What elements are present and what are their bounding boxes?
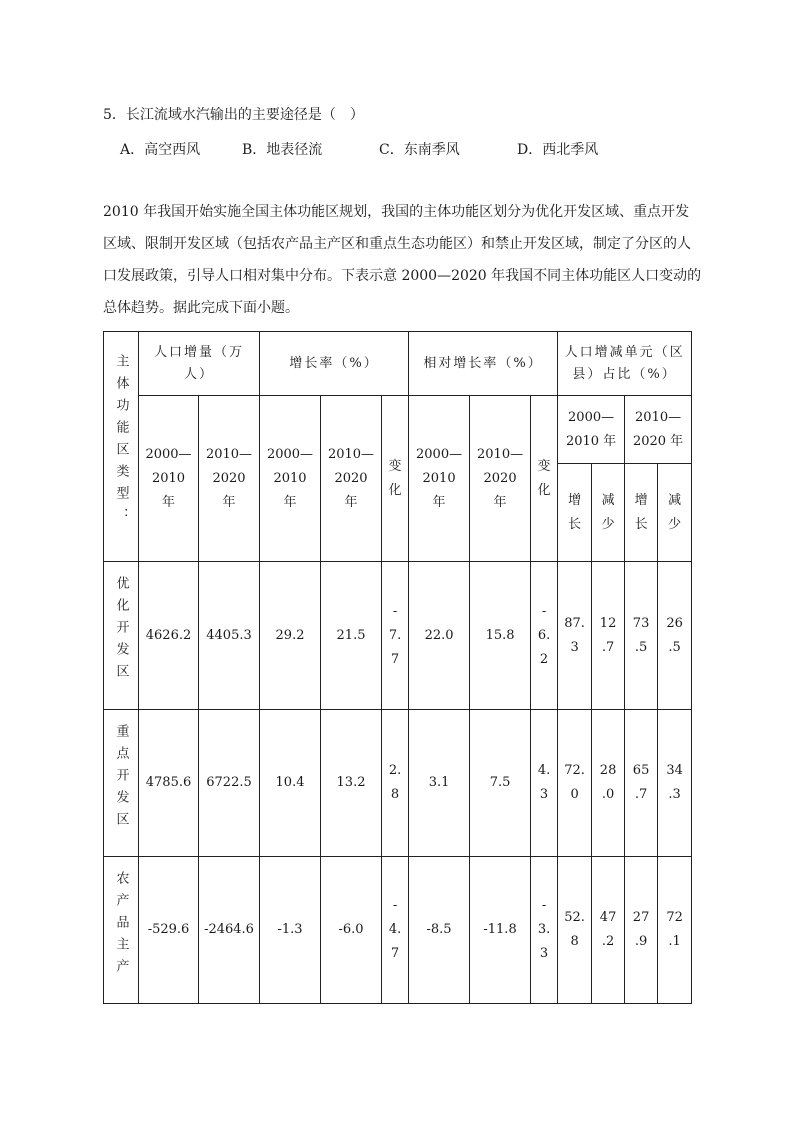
header-growth-period-2: 2010— 2020 年 bbox=[321, 396, 382, 562]
header-share-1-increase: 增 长 bbox=[558, 464, 592, 562]
option-c[interactable]: C．东南季风 bbox=[379, 142, 460, 158]
header-share-2-decrease: 减 少 bbox=[658, 464, 692, 562]
table-cell: 72 .1 bbox=[658, 857, 692, 1004]
question-5: 5．长江流域水汽输出的主要途径是（ ） bbox=[103, 107, 364, 123]
table-cell: 65 .7 bbox=[625, 710, 658, 857]
table-cell: 73 .5 bbox=[625, 562, 658, 710]
passage-line-3: 口发展政策，引导人口相对集中分布。下表示意 2000—2020 年我国不同主体功能区人口变动的 bbox=[103, 268, 702, 284]
answer-options bbox=[0, 139, 793, 159]
header-population-increase: 人口增量（万 人） bbox=[139, 332, 260, 396]
header-relative-period-1: 2000— 2010 年 bbox=[409, 396, 470, 562]
row-label-optimized-development: 优化开发区 bbox=[104, 562, 139, 710]
table-cell: 6722.5 bbox=[199, 710, 260, 857]
header-growth-rate: 增长率（%） bbox=[260, 332, 409, 396]
header-relative-change: 变 化 bbox=[531, 396, 558, 562]
passage-line-2: 区域、限制开发区域（包括农产品主产区和重点生态功能区）和禁止开发区域，制定了分区的人 bbox=[103, 236, 691, 252]
header-share-1-decrease: 减 少 bbox=[592, 464, 625, 562]
table-cell: 72. 0 bbox=[558, 710, 592, 857]
table-row bbox=[104, 562, 692, 710]
passage-line-4: 总体趋势。据此完成下面小题。 bbox=[103, 300, 299, 316]
header-increase-period-2: 2010— 2020 年 bbox=[199, 396, 260, 562]
table-cell: 22.0 bbox=[409, 562, 470, 710]
table-cell: 34 .3 bbox=[658, 710, 692, 857]
table-cell: -1.3 bbox=[260, 857, 321, 1004]
table-cell: 2. 8 bbox=[382, 710, 409, 857]
table-cell: 12 .7 bbox=[592, 562, 625, 710]
header-unit-share: 人口增减单元（区 县）占比（%） bbox=[558, 332, 692, 396]
table-cell: 87. 3 bbox=[558, 562, 592, 710]
table-cell: 7.5 bbox=[470, 710, 531, 857]
table-cell: 28 .0 bbox=[592, 710, 625, 857]
table-cell: 47 .2 bbox=[592, 857, 625, 1004]
header-growth-change: 变 化 bbox=[382, 396, 409, 562]
table-cell: 15.8 bbox=[470, 562, 531, 710]
table-cell: -11.8 bbox=[470, 857, 531, 1004]
passage-line-1: 2010 年我国开始实施全国主体功能区规划，我国的主体功能区划分为优化开发区域、重点开发 bbox=[103, 204, 690, 220]
table-cell: 4405.3 bbox=[199, 562, 260, 710]
table-cell: -2464.6 bbox=[199, 857, 260, 1004]
option-d[interactable]: D．西北季风 bbox=[517, 142, 599, 158]
table-cell: - 3. 3 bbox=[531, 857, 558, 1004]
header-region-type: 主体功能区类型： bbox=[104, 332, 139, 562]
table-cell: 10.4 bbox=[260, 710, 321, 857]
table-cell: - 6. 2 bbox=[531, 562, 558, 710]
table-row bbox=[104, 710, 692, 857]
option-b[interactable]: B．地表径流 bbox=[242, 142, 323, 158]
row-label-agricultural-production: 农产品主产 bbox=[104, 857, 139, 1004]
table-cell: - 7. 7 bbox=[382, 562, 409, 710]
table-cell: 3.1 bbox=[409, 710, 470, 857]
population-table bbox=[103, 331, 692, 1004]
header-share-period-1: 2000— 2010 年 bbox=[558, 396, 625, 464]
table-cell: 26 .5 bbox=[658, 562, 692, 710]
row-label-key-development: 重点开发区 bbox=[104, 710, 139, 857]
table-cell: 27 .9 bbox=[625, 857, 658, 1004]
header-relative-growth-rate: 相对增长率（%） bbox=[409, 332, 558, 396]
table-row bbox=[104, 857, 692, 1004]
table-cell: -6.0 bbox=[321, 857, 382, 1004]
header-relative-period-2: 2010— 2020 年 bbox=[470, 396, 531, 562]
header-increase-period-1: 2000— 2010 年 bbox=[139, 396, 199, 562]
table-cell: 13.2 bbox=[321, 710, 382, 857]
table-cell: -8.5 bbox=[409, 857, 470, 1004]
table-cell: 4. 3 bbox=[531, 710, 558, 857]
header-growth-period-1: 2000— 2010 年 bbox=[260, 396, 321, 562]
table-cell: 21.5 bbox=[321, 562, 382, 710]
header-share-2-increase: 增 长 bbox=[625, 464, 658, 562]
option-a[interactable]: A．高空西风 bbox=[120, 142, 201, 158]
table-cell: - 4. 7 bbox=[382, 857, 409, 1004]
table-cell: 29.2 bbox=[260, 562, 321, 710]
table-cell: -529.6 bbox=[139, 857, 199, 1004]
header-share-period-2: 2010— 2020 年 bbox=[625, 396, 692, 464]
table-cell: 4785.6 bbox=[139, 710, 199, 857]
table-cell: 4626.2 bbox=[139, 562, 199, 710]
table-cell: 52. 8 bbox=[558, 857, 592, 1004]
